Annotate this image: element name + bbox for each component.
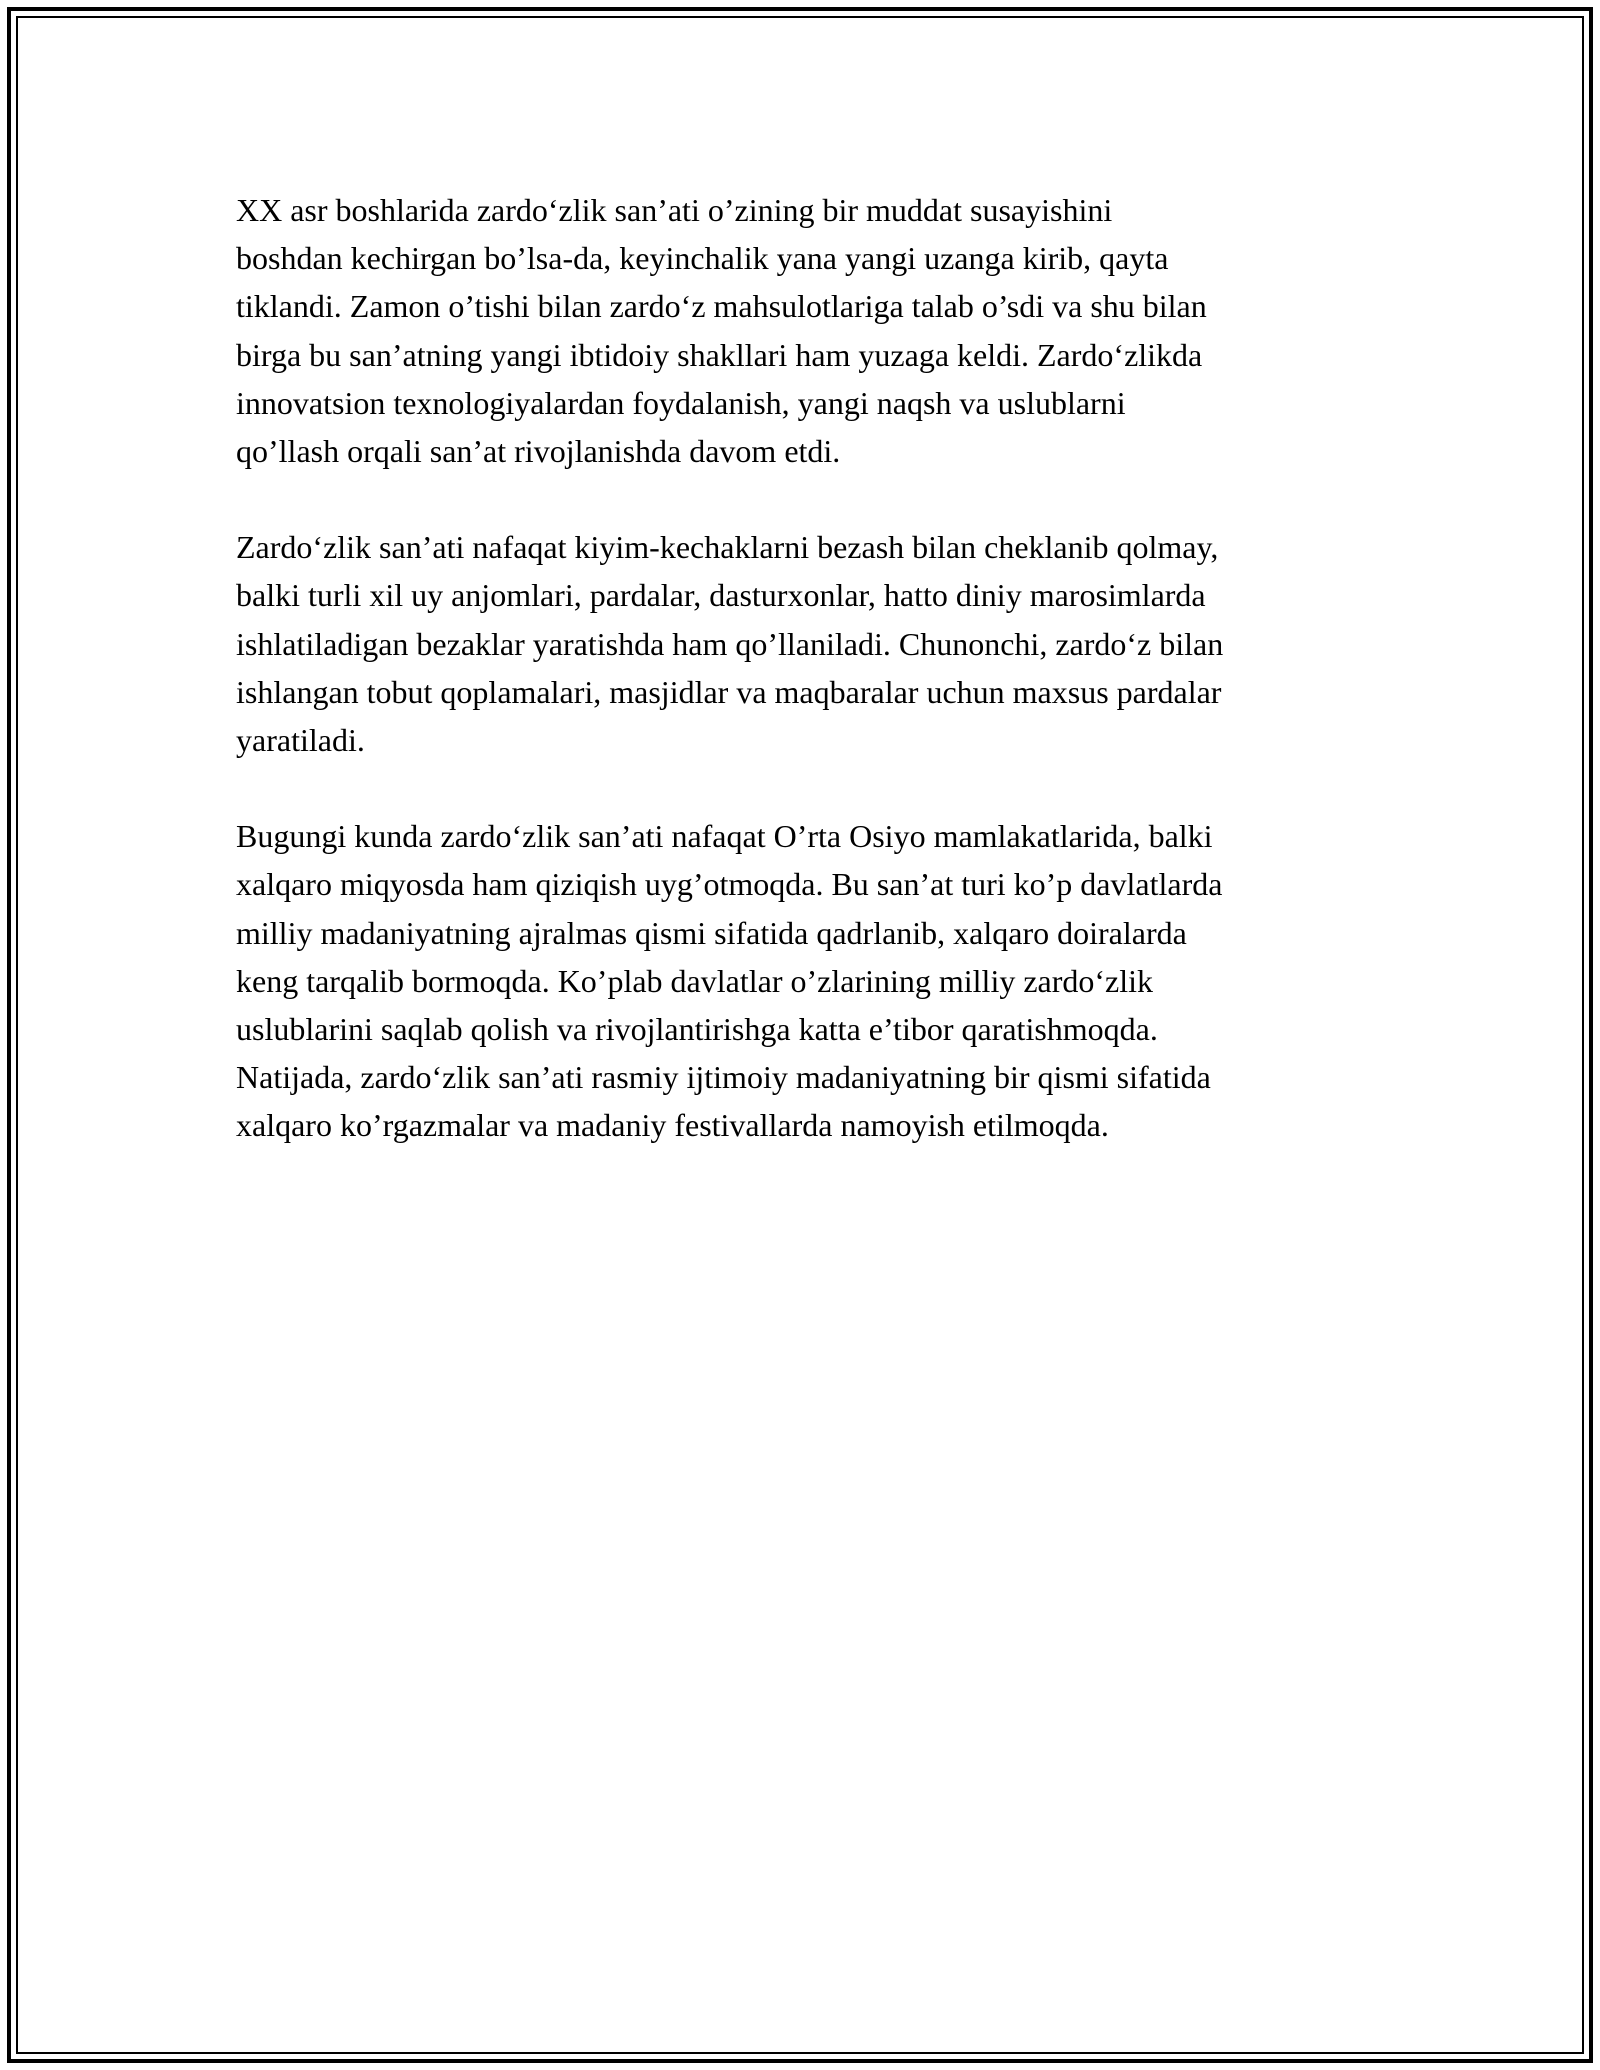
text-line: uslublarini saqlab qolish va rivojlantirishga katta e’tibor qaratishmoqda. bbox=[236, 1011, 1158, 1048]
text-line: yaratiladi. bbox=[236, 722, 365, 759]
text-line: boshdan kechirgan bo’lsa-da, keyinchalik yana yangi uzanga kirib, qayta bbox=[236, 240, 1169, 277]
paragraph-2 bbox=[236, 523, 1376, 764]
text-line: XX asr boshlarida zardo‘zlik san’ati o’zining bir muddat susayishini bbox=[236, 192, 1113, 228]
text-line: tiklandi. Zamon o’tishi bilan zardo‘z mahsulotlariga talab o’sdi va shu bilan bbox=[236, 288, 1207, 325]
paragraph-1 bbox=[236, 186, 1376, 475]
text-line: balki turli xil uy anjomlari, pardalar, dasturxonlar, hatto diniy marosimlarda bbox=[236, 577, 1206, 614]
text-line: Zardo‘zlik san’ati nafaqat kiyim-kechaklarni bezash bilan cheklanib qolmay, bbox=[236, 529, 1219, 566]
document-body bbox=[236, 186, 1376, 1198]
paragraph-3 bbox=[236, 812, 1376, 1149]
text-line: ishlangan tobut qoplamalari, masjidlar va maqbaralar uchun maxsus pardalar bbox=[236, 673, 1222, 710]
text-line: xalqaro miqyosda ham qiziqish uyg’otmoqda. Bu san’at turi ko’p davlatlarda bbox=[236, 866, 1223, 903]
text-line: Natijada, zardo‘zlik san’ati rasmiy ijtimoiy madaniyatning bir qismi sifatida bbox=[236, 1059, 1211, 1096]
text-line: ishlatiladigan bezaklar yaratishda ham qo’llaniladi. Chunonchi, zardo‘z bilan bbox=[236, 625, 1224, 662]
text-line: qo’llash orqali san’at rivojlanishda davom etdi. bbox=[236, 433, 841, 470]
text-line: innovatsion texnologiyalardan foydalanish, yangi naqsh va uslublarni bbox=[236, 384, 1126, 421]
text-line: milliy madaniyatning ajralmas qismi sifatida qadrlanib, xalqaro doiralarda bbox=[236, 914, 1187, 951]
text-line: xalqaro ko’rgazmalar va madaniy festivallarda namoyish etilmoqda. bbox=[236, 1107, 1109, 1144]
text-line: keng tarqalib bormoqda. Ko’plab davlatlar o’zlarining milliy zardo‘zlik bbox=[236, 962, 1154, 999]
text-line: Bugungi kunda zardo‘zlik san’ati nafaqat O’rta Osiyo mamlakatlarida, balki bbox=[236, 818, 1213, 855]
text-line: birga bu san’atning yangi ibtidoiy shakllari ham yuzaga keldi. Zardo‘zlikda bbox=[236, 336, 1203, 373]
